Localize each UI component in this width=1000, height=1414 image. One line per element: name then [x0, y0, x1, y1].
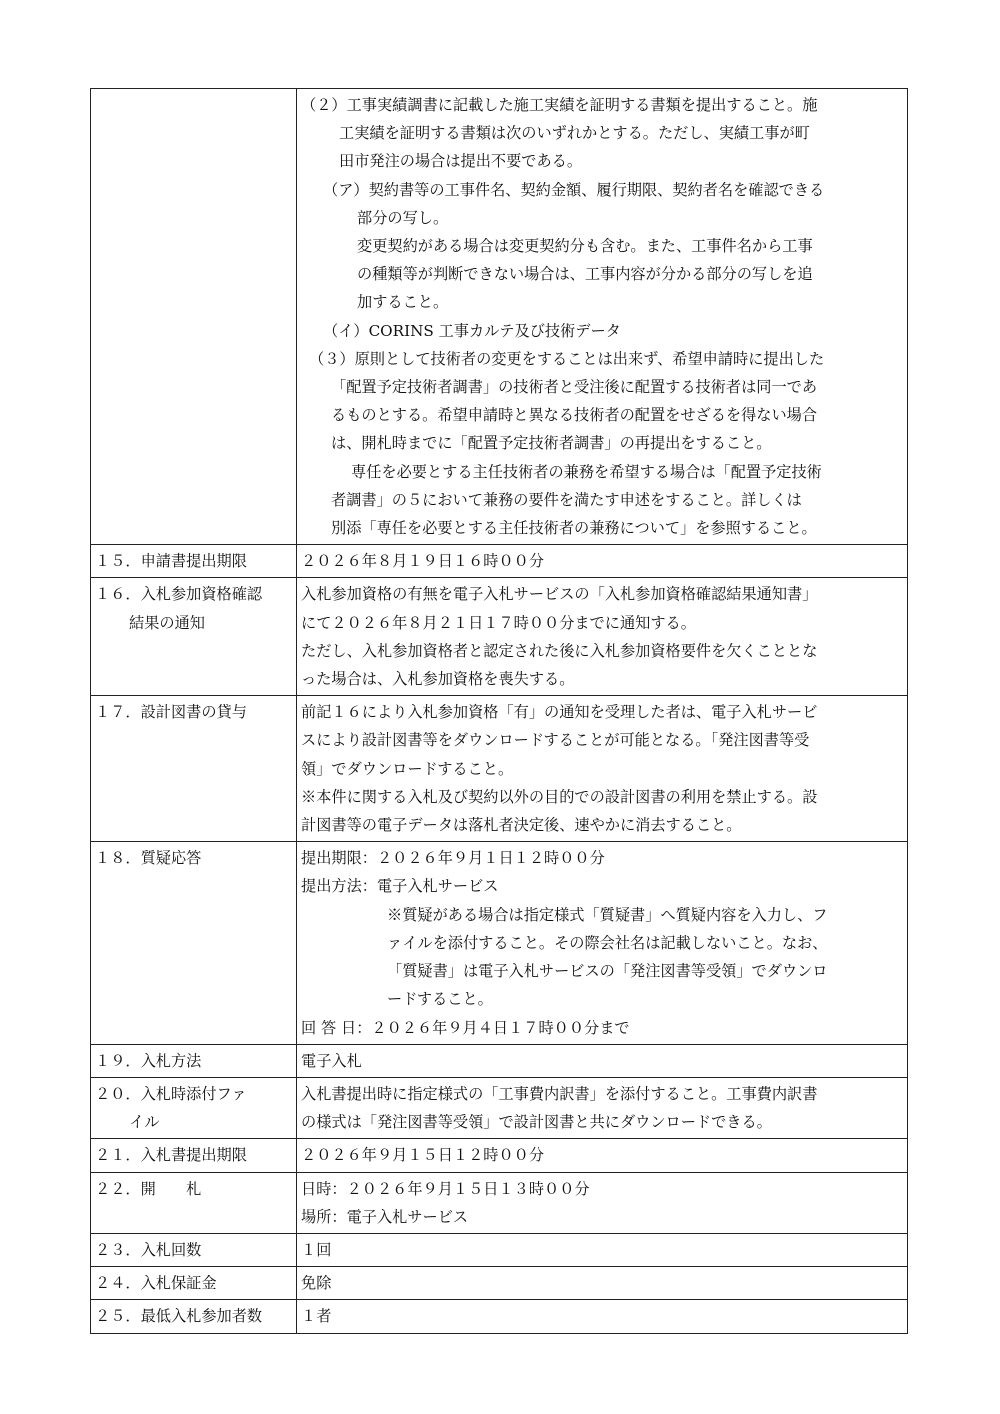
row-label: ２４．入札保証金 — [91, 1267, 297, 1300]
text-line: ※質疑がある場合は指定様式「質疑書」へ質疑内容を入力し、フ — [387, 905, 828, 924]
table-row-continued — [91, 89, 908, 545]
text-line: 領」でダウンロードすること。 — [301, 759, 514, 778]
text-line: 部分の写し。 — [357, 208, 449, 227]
text-line: 田市発注の場合は提出不要である。 — [339, 152, 582, 171]
text-line: 変更契約がある場合は変更契約分も含む。また、工事件名から工事 — [357, 237, 813, 256]
text-line: ※本件に関する入札及び契約以外の目的での設計図書の利用を禁止する。設 — [301, 787, 818, 806]
row-label-cell — [91, 578, 297, 696]
table-row-22 — [91, 1172, 908, 1233]
text-line: ードすること。 — [387, 990, 493, 1009]
row-value: 免除 — [297, 1267, 908, 1300]
row-label: ２１．入札書提出期限 — [91, 1139, 297, 1172]
row-value: 電子入札 — [297, 1044, 908, 1077]
text-line: 計図書等の電子データは落札者決定後、速やかに消去すること。 — [301, 816, 742, 835]
table-row-21 — [91, 1139, 908, 1172]
specification-table — [90, 88, 908, 1334]
row-label: １７．設計図書の貸与 — [91, 696, 297, 842]
row-label-cell — [91, 1077, 297, 1138]
text-line: にて２０２６年８月２１日１７時００分までに通知する。 — [301, 613, 696, 632]
opening-place: 場所：電子入札サービス — [301, 1207, 469, 1226]
submission-method: 提出方法：電子入札サービス — [301, 877, 499, 896]
table-row-16 — [91, 578, 908, 696]
row-label: １９．入札方法 — [91, 1044, 297, 1077]
row-value: ２０２６年９月１５日１２時００分 — [297, 1139, 908, 1172]
table-row-19 — [91, 1044, 908, 1077]
text-line: 入札書提出時に指定様式の「工事費内訳書」を添付すること。工事費内訳書 — [301, 1084, 818, 1103]
row-label-continued: イル — [129, 1113, 160, 1132]
table-row-23 — [91, 1233, 908, 1266]
text-line: （２）工事実績調書に記載した施工実績を証明する書類を提出すること。施 — [301, 96, 818, 114]
text-line: は、開札時までに「配置予定技術者調書」の再提出をすること。 — [331, 434, 772, 453]
row-label-continued: 結果の通知 — [129, 613, 205, 632]
text-line: 加すること。 — [357, 293, 449, 312]
row-value: ２０２６年８月１９日１６時００分 — [297, 545, 908, 578]
answer-date: 回 答 日：２０２６年９月４日１７時００分まで — [301, 1018, 630, 1037]
row-label: ２０．入札時添付ファ — [95, 1084, 247, 1103]
row-label: １８．質疑応答 — [91, 842, 297, 1044]
text-line: 入札参加資格の有無を電子入札サービスの「入札参加資格確認結果通知書」 — [301, 585, 818, 604]
row-value-cell — [297, 578, 908, 696]
text-line: ァイルを添付すること。その際会社名は記載しないこと。なお、 — [387, 933, 828, 952]
table-row-15 — [91, 545, 908, 578]
row-value: １者 — [297, 1300, 908, 1333]
table-row-17 — [91, 696, 908, 842]
text-line: 工実績を証明する書類は次のいずれかとする。ただし、実績工事が町 — [339, 124, 810, 143]
row-value-cell — [297, 1077, 908, 1138]
text-line: （イ）CORINS 工事カルテ及び技術データ — [323, 321, 621, 340]
row-value: １回 — [297, 1233, 908, 1266]
text-line: 者調書」の５において兼務の要件を満たす申述をすること。詳しくは — [331, 490, 802, 509]
text-line: ただし、入札参加資格者と認定された後に入札参加資格要件を欠くこととな — [301, 641, 818, 660]
opening-datetime: 日時：２０２６年９月１５日１３時００分 — [301, 1179, 590, 1198]
text-line: 別添「専任を必要とする主任技術者の兼務について」を参照すること。 — [331, 519, 817, 538]
text-line: 専任を必要とする主任技術者の兼務を希望する場合は「配置予定技術 — [351, 462, 822, 481]
table-row-25 — [91, 1300, 908, 1333]
row-label: ２３．入札回数 — [91, 1233, 297, 1266]
row-value-cell — [297, 696, 908, 842]
text-line: の様式は「発注図書等受領」で設計図書と共にダウンロードできる。 — [301, 1113, 772, 1132]
row-label: ２５．最低入札参加者数 — [91, 1300, 297, 1333]
text-line: の種類等が判断できない場合は、工事内容が分かる部分の写しを追 — [357, 265, 813, 284]
text-line: （３）原則として技術者の変更をすることは出来ず、希望申請時に提出した — [309, 349, 825, 368]
row-value-cell — [297, 842, 908, 1044]
text-line: 「質疑書」は電子入札サービスの「発注図書等受領」でダウンロ — [387, 962, 828, 981]
text-line: （ア）契約書等の工事件名、契約金額、履行期限、契約者名を確認できる — [323, 180, 825, 199]
text-line: 前記１６により入札参加資格「有」の通知を受理した者は、電子入札サービ — [301, 703, 818, 722]
text-line: スにより設計図書等をダウンロードすることが可能となる。「発注図書等受 — [301, 731, 810, 750]
row-label: ２２．開 札 — [91, 1172, 297, 1233]
table-row-18 — [91, 842, 908, 1044]
submission-deadline: 提出期限：２０２６年９月１日１２時００分 — [301, 849, 605, 868]
table-row-20 — [91, 1077, 908, 1138]
label-cell-empty — [91, 89, 297, 545]
text-line: 「配置予定技術者調書」の技術者と受注後に配置する技術者は同一であ — [331, 378, 817, 397]
row-label: １６．入札参加資格確認 — [95, 585, 263, 604]
row-label: １５．申請書提出期限 — [91, 545, 297, 578]
text-line: った場合は、入札参加資格を喪失する。 — [301, 670, 575, 689]
table-row-24 — [91, 1267, 908, 1300]
row-value-cell — [297, 1172, 908, 1233]
text-line: るものとする。希望申請時と異なる技術者の配置をせざるを得ない場合 — [331, 406, 817, 425]
content-cell-continued — [297, 89, 908, 545]
